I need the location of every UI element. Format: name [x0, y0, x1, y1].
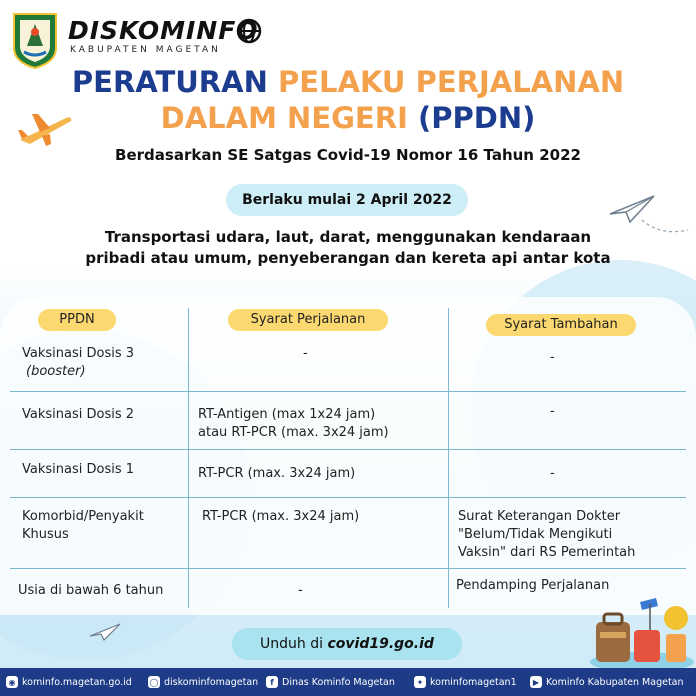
- page-title: [0, 64, 696, 136]
- youtube-icon: ▶: [530, 676, 542, 688]
- ppdn-note: (booster): [26, 364, 86, 379]
- travel-luggage-illustration: [580, 596, 694, 668]
- brand-subtitle: KABUPATEN MAGETAN: [70, 45, 221, 55]
- footer-instagram-label: diskominfomagetan: [164, 676, 259, 688]
- footer-twitter[interactable]: [414, 676, 517, 688]
- row-divider: [10, 391, 686, 392]
- title-part: (PPDN): [417, 101, 536, 135]
- brand: [68, 18, 259, 55]
- footer-instagram[interactable]: [148, 676, 258, 688]
- table-cell: Usia di bawah 6 tahun: [18, 583, 164, 598]
- globe-icon: [236, 18, 262, 44]
- ppdn-label: Komorbid/Penyakit: [22, 509, 144, 524]
- row-divider: [10, 568, 686, 569]
- table-cell: -: [303, 346, 308, 361]
- twitter-icon: ✦: [414, 676, 426, 688]
- brand-name: DISKOMINFO: [68, 16, 259, 45]
- table-cell: [22, 508, 144, 544]
- facebook-icon: f: [266, 676, 278, 688]
- magetan-emblem-icon: [10, 10, 60, 70]
- download-link-badge[interactable]: [232, 628, 462, 660]
- header-ppdn: PPDN: [38, 309, 116, 331]
- footer-website[interactable]: [6, 676, 132, 688]
- effective-date-badge: Berlaku mulai 2 April 2022: [226, 184, 468, 216]
- table-cell: RT-PCR (max. 3x24 jam): [198, 466, 356, 481]
- globe-icon: ◉: [6, 676, 18, 688]
- transport-description: [0, 227, 696, 269]
- requirement-line: Vaksin" dari RS Pemerintah: [458, 545, 636, 560]
- download-prefix: Unduh di: [260, 636, 324, 652]
- row-divider: [10, 497, 686, 498]
- title-part: DALAM NEGERI: [160, 101, 408, 135]
- footer-youtube-label: Kominfo Kabupaten Magetan: [546, 676, 684, 688]
- column-divider: [448, 308, 449, 608]
- table-cell: [22, 345, 134, 381]
- table-cell: Pendamping Perjalanan: [456, 578, 610, 593]
- airplane-icon: [16, 110, 74, 148]
- ppdn-note: Khusus: [22, 527, 69, 542]
- download-url[interactable]: covid19.go.id: [327, 636, 434, 652]
- table-cell: -: [550, 404, 555, 419]
- paper-plane-icon: [88, 622, 122, 642]
- header-syarat-perjalanan: Syarat Perjalanan: [228, 309, 388, 331]
- row-divider: [10, 449, 686, 450]
- header-syarat-tambahan: Syarat Tambahan: [486, 314, 636, 336]
- instagram-icon: ◯: [149, 677, 159, 687]
- table-cell: -: [298, 583, 303, 598]
- requirement-line: RT-Antigen (max 1x24 jam): [198, 407, 376, 422]
- table-cell: Vaksinasi Dosis 1: [22, 462, 135, 477]
- subtitle: Berdasarkan SE Satgas Covid-19 Nomor 16 Tahun 2022: [115, 146, 581, 164]
- table-cell: -: [550, 350, 555, 365]
- footer-website-label: kominfo.magetan.go.id: [22, 676, 132, 688]
- footer-facebook[interactable]: [266, 676, 395, 688]
- table-cell: Vaksinasi Dosis 2: [22, 407, 135, 422]
- table-cell: RT-PCR (max. 3x24 jam): [202, 509, 360, 524]
- description-line: Transportasi udara, laut, darat, menggunakan kendaraan: [104, 228, 592, 246]
- requirement-line: "Belum/Tidak Mengikuti: [458, 527, 613, 542]
- column-divider: [188, 308, 189, 608]
- title-part: PERATURAN: [71, 65, 268, 99]
- requirement-line: Surat Keterangan Dokter: [458, 509, 621, 524]
- requirement-line: atau RT-PCR (max. 3x24 jam): [198, 425, 389, 440]
- ppdn-label: Vaksinasi Dosis 3: [22, 346, 135, 361]
- table-cell: -: [550, 466, 555, 481]
- table-cell: [458, 508, 635, 562]
- footer-youtube[interactable]: [530, 676, 684, 688]
- description-line: pribadi atau umum, penyeberangan dan kereta api antar kota: [85, 249, 611, 267]
- table-cell: [198, 406, 389, 442]
- footer-twitter-label: kominfomagetan1: [430, 676, 517, 688]
- title-part: PELAKU PERJALANAN: [277, 65, 625, 99]
- footer-bar: [0, 668, 696, 696]
- footer-facebook-label: Dinas Kominfo Magetan: [282, 676, 395, 688]
